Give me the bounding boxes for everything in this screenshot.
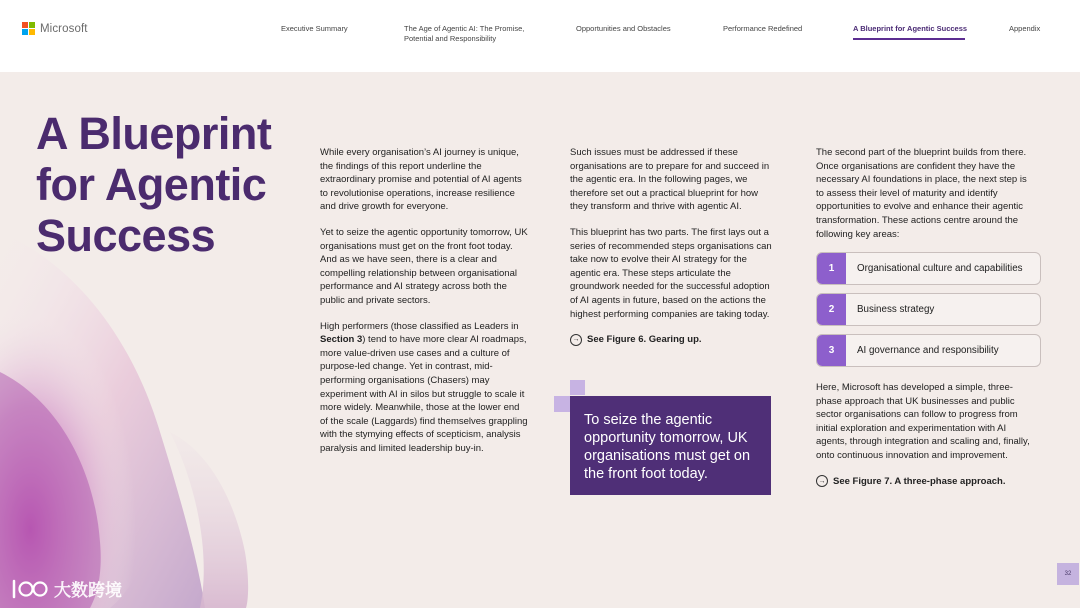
decorative-square <box>554 396 570 412</box>
key-area-label: Business strategy <box>857 304 935 315</box>
pull-quote: To seize the agentic opportunity tomorrow, UK organisations must get on the front foot today. <box>570 396 771 495</box>
watermark <box>10 576 122 601</box>
brand-name: Microsoft <box>40 22 88 35</box>
key-area-label: AI governance and responsibility <box>857 345 999 356</box>
paragraph: While every organisation’s AI journey is unique, the findings of this report underline the extraordinary promise and potential of AI agents to revolutionise operations, increase resilience and drive growth for everyone. <box>320 147 522 213</box>
nav-age-of-agentic-ai[interactable]: The Age of Agentic AI: The Promise, Potential and Responsibility <box>404 24 525 43</box>
top-header <box>0 0 1080 72</box>
body-column-2 <box>570 146 775 347</box>
title-line-2: for Agentic <box>36 159 267 210</box>
paragraph: This blueprint has two parts. The first lays out a series of recommended steps organisations can take now to evolve their AI strategy for the agentic era. These steps articulate the groundwork needed for the successful adoption of AI agents in future, based on the actions the highest performing companies are taking today. <box>570 226 772 320</box>
title-line-3: Success <box>36 210 216 261</box>
section-reference: Section 3 <box>320 334 363 346</box>
microsoft-logo[interactable] <box>22 22 88 35</box>
nav-opportunities-obstacles[interactable]: Opportunities and Obstacles <box>576 24 671 33</box>
see-figure-7-link[interactable] <box>816 475 1032 489</box>
paragraph: Here, Microsoft has developed a simple, three-phase approach that UK businesses and public sector organisations can follow to progress from initial exploration and experimentation with AI agents, through integration and scaling and, finally, onto continuous innovation and improvement. <box>816 382 1030 461</box>
body-column-3 <box>816 146 1032 253</box>
key-area-item <box>816 334 1041 367</box>
nav-performance-redefined[interactable]: Performance Redefined <box>723 24 803 33</box>
arrow-right-circle-icon: → <box>570 334 582 346</box>
title-line-1: A Blueprint <box>36 108 272 159</box>
body-column-3-lower <box>816 381 1032 488</box>
link-label: See Figure 7. A three-phase approach. <box>833 475 1006 487</box>
paragraph <box>320 320 528 456</box>
see-figure-6-link[interactable] <box>570 333 775 347</box>
watermark-logo-icon <box>10 578 48 600</box>
nav-executive-summary[interactable]: Executive Summary <box>281 24 348 33</box>
paragraph: Yet to seize the agentic opportunity tomorrow, UK organisations must get on the front foot today. And as we have seen, there is a clear and compelling relationship between organisational performance and AI strategy across both the public and private sectors. <box>320 226 528 306</box>
nav-blueprint[interactable]: A Blueprint for Agentic Success <box>853 24 968 33</box>
paragraph-text: High performers (those classified as Leaders in <box>320 320 519 332</box>
page-number: 32 <box>1057 563 1079 585</box>
watermark-text: 大数跨境 <box>54 581 122 600</box>
key-area-item <box>816 252 1041 285</box>
link-label: See Figure 6. Gearing up. <box>587 334 702 346</box>
paragraph: Such issues must be addressed if these organisations are to prepare for and succeed in the agentic era. In the following pages, we therefore set out a practical blueprint for how they transform and thrive with agentic AI. <box>570 147 770 213</box>
microsoft-logo-icon <box>22 22 35 35</box>
paragraph-text: ) tend to have more clear AI roadmaps, more value-driven use cases and a culture of purpose-led change. Yet in contrast, mid-performing organisations (Chasers) may experiment with AI in silos but struggle to scale it more widely. Meanwhile, those at the lower end of the scale (Laggards) find themselves grappling with the stymying effects of scepticism, analysis paralysis and limited leadership buy-in. <box>320 334 528 454</box>
page-title <box>36 108 271 261</box>
nav-appendix[interactable]: Appendix <box>1009 24 1041 33</box>
paragraph: The second part of the blueprint builds from there. Once organisations are confident they have the necessary AI foundations in place, the next step is to assess their level of maturity and identify opportunities to evolve and enhance their agentic transformation. These actions centre around the following key areas: <box>816 147 1027 240</box>
arrow-right-circle-icon: → <box>816 475 828 487</box>
number-badge: 2 <box>817 294 846 325</box>
number-badge: 1 <box>817 253 846 284</box>
key-area-label: Organisational culture and capabilities <box>857 263 1023 274</box>
body-column-1 <box>320 146 528 467</box>
decorative-square <box>570 380 585 395</box>
key-area-item <box>816 293 1041 326</box>
active-nav-underline <box>853 38 965 40</box>
key-areas-list <box>816 252 1041 375</box>
number-badge: 3 <box>817 335 846 366</box>
